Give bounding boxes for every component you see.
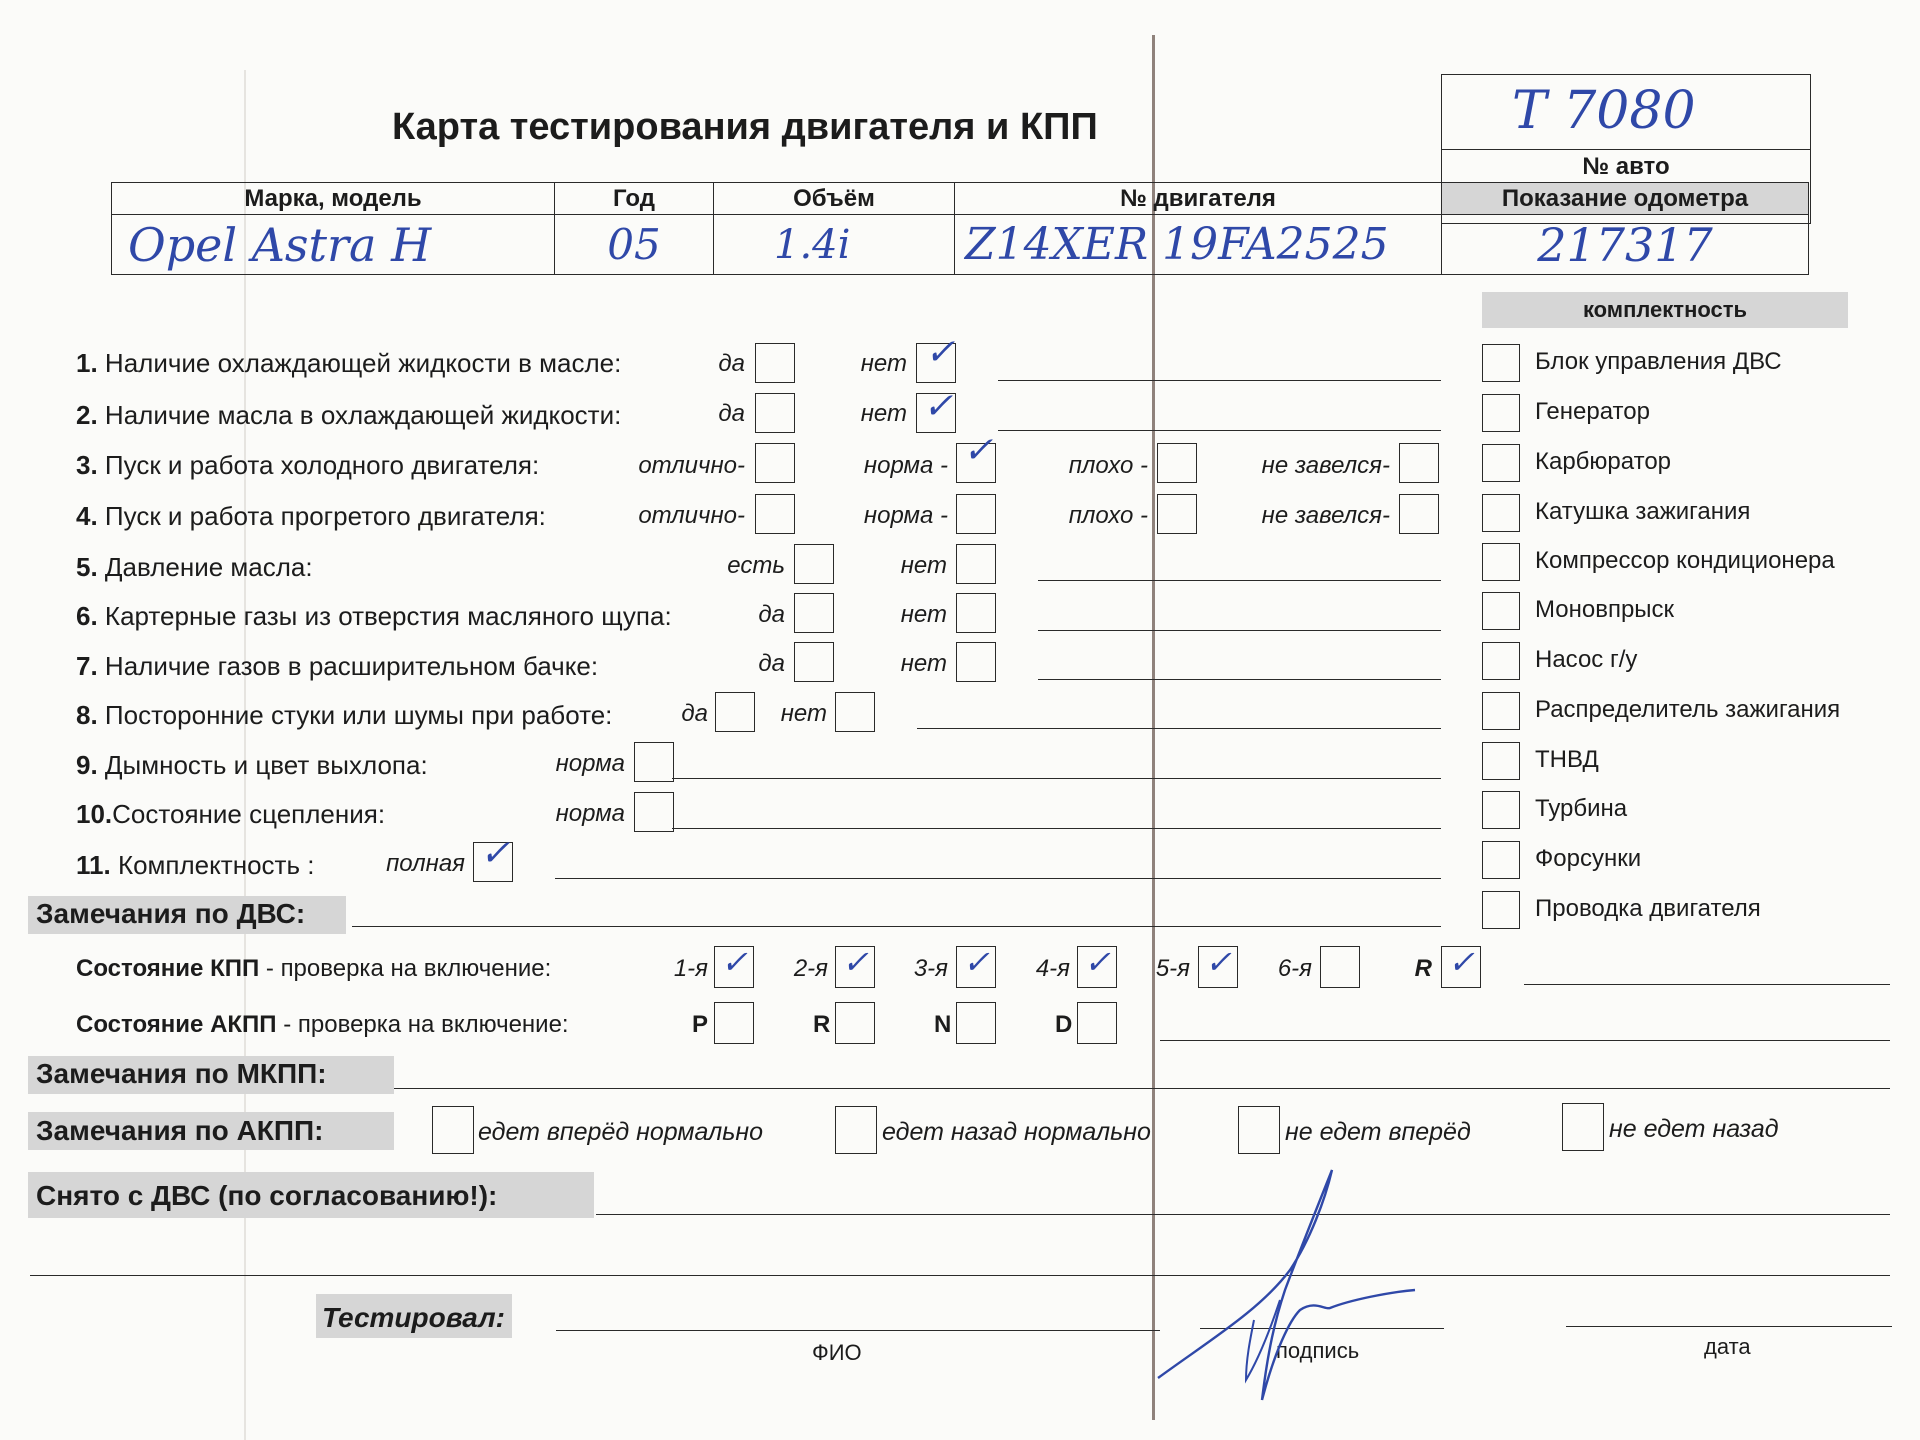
- gear-1-label: 1-я: [673, 955, 708, 982]
- checkmark-icon: ✓: [963, 943, 990, 981]
- q3-option-normal: норма -: [863, 452, 948, 479]
- q6-option-da: да: [758, 601, 785, 628]
- checkmark-icon: ✓: [721, 943, 748, 981]
- signature-caption: подпись: [1276, 1338, 1360, 1363]
- q4-option-excellent: отлично-: [638, 502, 745, 529]
- col-engine-number: № двигателя: [1120, 184, 1276, 212]
- q10-option-norm: норма: [555, 800, 625, 827]
- completeness-checkbox[interactable]: [1482, 791, 1520, 829]
- q5-option-no: нет: [900, 552, 947, 579]
- checkmark-icon: ✓: [1084, 943, 1111, 981]
- completeness-item: Моновпрыск: [1535, 596, 1675, 623]
- q6-notes-line: [1038, 630, 1441, 631]
- q1-checkbox-net[interactable]: [916, 332, 956, 383]
- completeness-item: Катушка зажигания: [1535, 498, 1751, 525]
- completeness-checkbox[interactable]: [1482, 394, 1520, 432]
- completeness-checkbox[interactable]: [1482, 642, 1520, 680]
- q8-notes-line: [917, 728, 1441, 729]
- remarks-manual-line: [394, 1088, 1890, 1089]
- q5-notes-line: [1038, 580, 1441, 581]
- make-model-value: Opel Astra H: [128, 217, 432, 272]
- completeness-checkbox[interactable]: [1482, 592, 1520, 630]
- q11-checkbox-full[interactable]: [473, 833, 513, 882]
- position-n-label: N: [934, 1011, 952, 1038]
- no-backward-checkbox[interactable]: [1562, 1103, 1604, 1151]
- checkmark-icon: ✓: [842, 943, 869, 981]
- q8-option-net: нет: [780, 700, 827, 727]
- gear-3-label: 3-я: [913, 955, 948, 982]
- completeness-item: Насос г/у: [1535, 646, 1638, 673]
- checkmark-icon: ✓: [480, 833, 511, 874]
- remarks-auto-label: Замечания по АКПП:: [36, 1115, 324, 1146]
- auto-gearbox-label: Состояние АКПП - проверка на включение:: [76, 1011, 569, 1038]
- checkmark-icon: ✓: [923, 386, 954, 427]
- engine-number-value: Z14XER 19FA2525: [965, 219, 1389, 270]
- q4-checkbox-no-start[interactable]: [1399, 494, 1439, 534]
- checkmark-icon: ✓: [1448, 943, 1475, 981]
- forward-ok-label: едет вперёд нормально: [478, 1118, 764, 1146]
- forward-ok-checkbox[interactable]: [432, 1106, 474, 1154]
- removed-line-2: [30, 1275, 1890, 1276]
- q8-checkbox-net[interactable]: [835, 692, 875, 732]
- completeness-checkbox[interactable]: [1482, 841, 1520, 879]
- no-forward-label: не едет вперёд: [1285, 1118, 1471, 1146]
- q2-checkbox-net[interactable]: [916, 386, 956, 433]
- question-6: 6. Картерные газы из отверстия масляного щупа:: [76, 601, 672, 631]
- completeness-checkbox[interactable]: [1482, 742, 1520, 780]
- completeness-heading: комплектность: [1582, 297, 1748, 322]
- q5-checkbox-no[interactable]: [956, 544, 996, 584]
- no-backward-label: не едет назад: [1609, 1115, 1779, 1143]
- completeness-item: ТНВД: [1535, 746, 1599, 773]
- page-title: Карта тестирования двигателя и КПП: [392, 106, 1098, 148]
- question-2: 2. Наличие масла в охлаждающей жидкости:: [76, 400, 622, 430]
- q11-notes-line: [555, 878, 1441, 879]
- question-1: 1. Наличие охлаждающей жидкости в масле:: [76, 348, 622, 378]
- position-d-label: D: [1055, 1011, 1073, 1038]
- tested-by-label: Тестировал:: [322, 1302, 505, 1333]
- q1-option-da: да: [718, 350, 745, 377]
- q11-option-full: полная: [386, 850, 465, 877]
- q2-notes-line: [998, 430, 1441, 431]
- checkmark-icon: ✓: [963, 430, 994, 471]
- remarks-engine-label: Замечания по ДВС:: [36, 898, 306, 929]
- q4-option-bad: плохо -: [1068, 502, 1148, 529]
- question-9: 9. Дымность и цвет выхлопа:: [76, 750, 428, 780]
- backward-ok-label: едет назад нормально: [882, 1118, 1151, 1146]
- completeness-item: Турбина: [1535, 795, 1628, 822]
- gear-6-checkbox[interactable]: [1320, 946, 1360, 988]
- signature-scribble-icon: [1150, 1160, 1420, 1420]
- question-5: 5. Давление масла:: [76, 552, 313, 582]
- question-11: 11. Комплектность :: [76, 850, 315, 880]
- q7-option-da: да: [758, 650, 785, 677]
- manual-gearbox-line: [1524, 984, 1890, 985]
- checkmark-icon: ✓: [925, 332, 956, 373]
- position-r-checkbox[interactable]: [835, 1002, 875, 1044]
- q10-checkbox-norm[interactable]: [634, 792, 674, 832]
- q4-checkbox-normal[interactable]: [956, 494, 996, 534]
- q2-option-da: да: [718, 400, 745, 427]
- q3-checkbox-normal[interactable]: [956, 430, 996, 483]
- completeness-checkbox[interactable]: [1482, 543, 1520, 581]
- gear-r-label: R: [1414, 955, 1432, 982]
- date-caption: дата: [1704, 1334, 1751, 1359]
- q5-option-yes: есть: [727, 552, 785, 579]
- q1-notes-line: [998, 380, 1441, 381]
- col-year: Год: [613, 184, 655, 212]
- q3-checkbox-no-start[interactable]: [1399, 443, 1439, 483]
- gear-2-label: 2-я: [793, 955, 828, 982]
- q2-option-net: нет: [860, 400, 907, 427]
- gear-5-label: 5-я: [1155, 955, 1190, 982]
- position-n-checkbox[interactable]: [956, 1002, 996, 1044]
- year-value: 05: [607, 220, 661, 269]
- header-table: [111, 182, 1809, 275]
- q3-option-no-start: не завелся-: [1261, 452, 1390, 479]
- auto-number-value: T 7080: [1512, 81, 1696, 141]
- q8-option-da: да: [681, 700, 708, 727]
- auto-gearbox-line: [1160, 1040, 1890, 1041]
- question-7: 7. Наличие газов в расширительном бачке:: [76, 651, 599, 681]
- gear-2-checkbox[interactable]: [835, 943, 875, 988]
- col-volume: Объём: [793, 184, 875, 212]
- completeness-item: Карбюратор: [1535, 448, 1672, 475]
- name-caption: ФИО: [812, 1340, 862, 1365]
- col-make-model: Марка, модель: [244, 184, 422, 212]
- question-4: 4. Пуск и работа прогретого двигателя:: [76, 501, 546, 531]
- position-p-label: P: [692, 1011, 709, 1038]
- gear-r-checkbox[interactable]: [1441, 943, 1481, 988]
- position-p-checkbox[interactable]: [714, 1002, 754, 1044]
- q4-checkbox-bad[interactable]: [1157, 494, 1197, 534]
- volume-value: 1.4i: [774, 221, 851, 268]
- q6-checkbox-net[interactable]: [956, 593, 996, 633]
- question-8: 8. Посторонние стуки или шумы при работе:: [76, 700, 613, 730]
- checkmark-icon: ✓: [1205, 943, 1232, 981]
- completeness-item: Проводка двигателя: [1535, 895, 1761, 922]
- completeness-checkbox[interactable]: [1482, 692, 1520, 730]
- q7-checkbox-net[interactable]: [956, 642, 996, 682]
- q3-checkbox-bad[interactable]: [1157, 443, 1197, 483]
- q3-option-bad: плохо -: [1068, 452, 1148, 479]
- no-forward-checkbox[interactable]: [1238, 1106, 1280, 1154]
- position-r-label: R: [813, 1011, 831, 1038]
- gear-4-label: 4-я: [1035, 955, 1070, 982]
- completeness-item: Блок управления ДВС: [1535, 348, 1782, 375]
- completeness-item: Компрессор кондиционера: [1535, 547, 1835, 574]
- gear-5-checkbox[interactable]: [1198, 943, 1238, 988]
- question-3: 3. Пуск и работа холодного двигателя:: [76, 450, 540, 480]
- q3-checkbox-excellent[interactable]: [755, 443, 795, 483]
- q9-checkbox-norm[interactable]: [634, 742, 674, 782]
- q7-option-net: нет: [900, 650, 947, 677]
- question-10: 10.Состояние сцепления:: [76, 799, 386, 829]
- q4-checkbox-excellent[interactable]: [755, 494, 795, 534]
- completeness-checkbox[interactable]: [1482, 444, 1520, 482]
- remarks-manual-label: Замечания по МКПП:: [36, 1058, 327, 1089]
- gear-1-checkbox[interactable]: [714, 943, 754, 988]
- manual-gearbox-label: Состояние КПП - проверка на включение:: [76, 955, 552, 982]
- q3-option-excellent: отлично-: [638, 452, 745, 479]
- name-line: [556, 1330, 1160, 1331]
- q9-option-norm: норма: [555, 750, 625, 777]
- position-d-checkbox[interactable]: [1077, 1002, 1117, 1044]
- q9-notes-line: [672, 778, 1441, 779]
- removed-label: Снято с ДВС (по согласованию!):: [36, 1180, 498, 1211]
- auto-number-label: № авто: [1582, 153, 1670, 180]
- completeness-checkbox[interactable]: [1482, 344, 1520, 382]
- odometer-value: 217317: [1537, 217, 1713, 272]
- q7-notes-line: [1038, 679, 1441, 680]
- completeness-item: Форсунки: [1535, 845, 1642, 872]
- completeness-item: Генератор: [1535, 398, 1650, 425]
- completeness-item: Распределитель зажигания: [1535, 696, 1841, 723]
- q1-option-net: нет: [860, 350, 907, 377]
- gear-6-label: 6-я: [1277, 955, 1312, 982]
- q4-option-no-start: не завелся-: [1261, 502, 1390, 529]
- gear-3-checkbox[interactable]: [956, 943, 996, 988]
- q4-option-normal: норма -: [863, 502, 948, 529]
- col-odometer: Показание одометра: [1501, 184, 1749, 212]
- backward-ok-checkbox[interactable]: [835, 1106, 877, 1154]
- completeness-checkbox[interactable]: [1482, 494, 1520, 532]
- remarks-engine-line: [352, 926, 1441, 927]
- q10-notes-line: [672, 828, 1441, 829]
- gear-4-checkbox[interactable]: [1077, 943, 1117, 988]
- date-line: [1566, 1326, 1892, 1327]
- completeness-checkbox[interactable]: [1482, 891, 1520, 929]
- q6-option-net: нет: [900, 601, 947, 628]
